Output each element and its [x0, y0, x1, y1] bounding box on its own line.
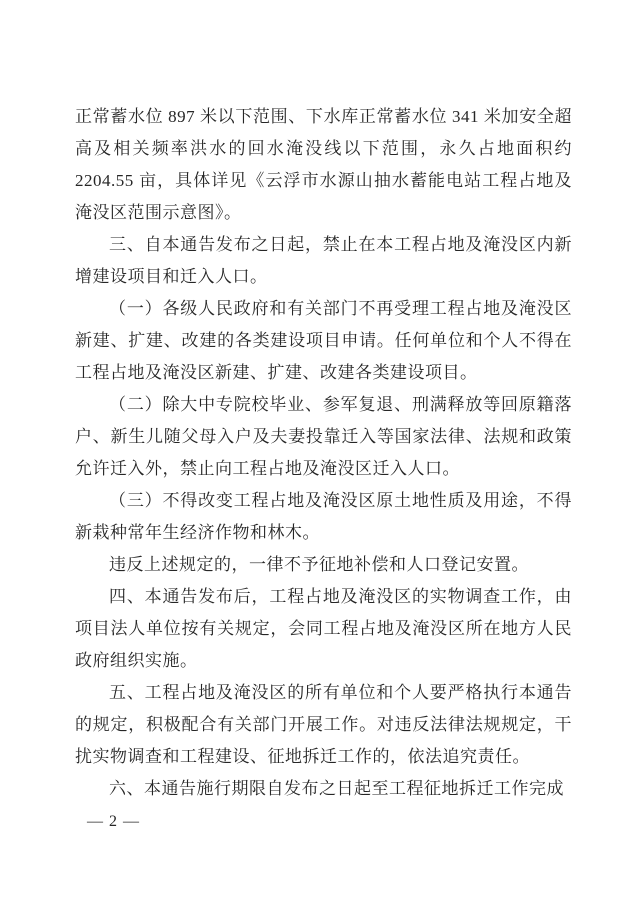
- paragraph: （三）不得改变工程占地及淹没区原土地性质及用途，不得新栽种常年生经济作物和林木。: [75, 491, 572, 542]
- paragraph: 五、工程占地及淹没区的所有单位和个人要严格执行本通告的规定，积极配合有关部门开展工作。对违反法律法规规定，干扰实物调查和工程建设、征地拆迁工作的，依法追究责任。: [75, 683, 572, 766]
- paragraph: 正常蓄水位 897 米以下范围、下水库正常蓄水位 341 米加安全超高及相关频率洪水的回水淹没线以下范围，永久占地面积约 2204.55 亩，具体详见《云浮市水源山抽水蓄能电站工程占地及淹没区范围示意图》。: [75, 107, 572, 222]
- document-body: [75, 101, 572, 805]
- paragraph: 三、自本通告发布之日起，禁止在本工程占地及淹没区内新增建设项目和迁入人口。: [75, 235, 572, 286]
- paragraph: 四、本通告发布后，工程占地及淹没区的实物调查工作，由项目法人单位按有关规定，会同工程占地及淹没区所在地方人民政府组织实施。: [75, 587, 572, 670]
- paragraph: 六、本通告施行期限自发布之日起至工程征地拆迁工作完成: [109, 779, 564, 798]
- paragraph: （二）除大中专院校毕业、参军复退、刑满释放等回原籍落户、新生儿随父母入户及夫妻投靠迁入等国家法律、法规和政策允许迁入外，禁止向工程占地及淹没区迁入人口。: [75, 395, 572, 478]
- paragraph: （一）各级人民政府和有关部门不再受理工程占地及淹没区新建、扩建、改建的各类建设项目申请。任何单位和个人不得在工程占地及淹没区新建、扩建、改建各类建设项目。: [75, 299, 572, 382]
- paragraph: 违反上述规定的，一律不予征地补偿和人口登记安置。: [109, 555, 529, 574]
- page-number-footer: — 2 —: [87, 813, 140, 830]
